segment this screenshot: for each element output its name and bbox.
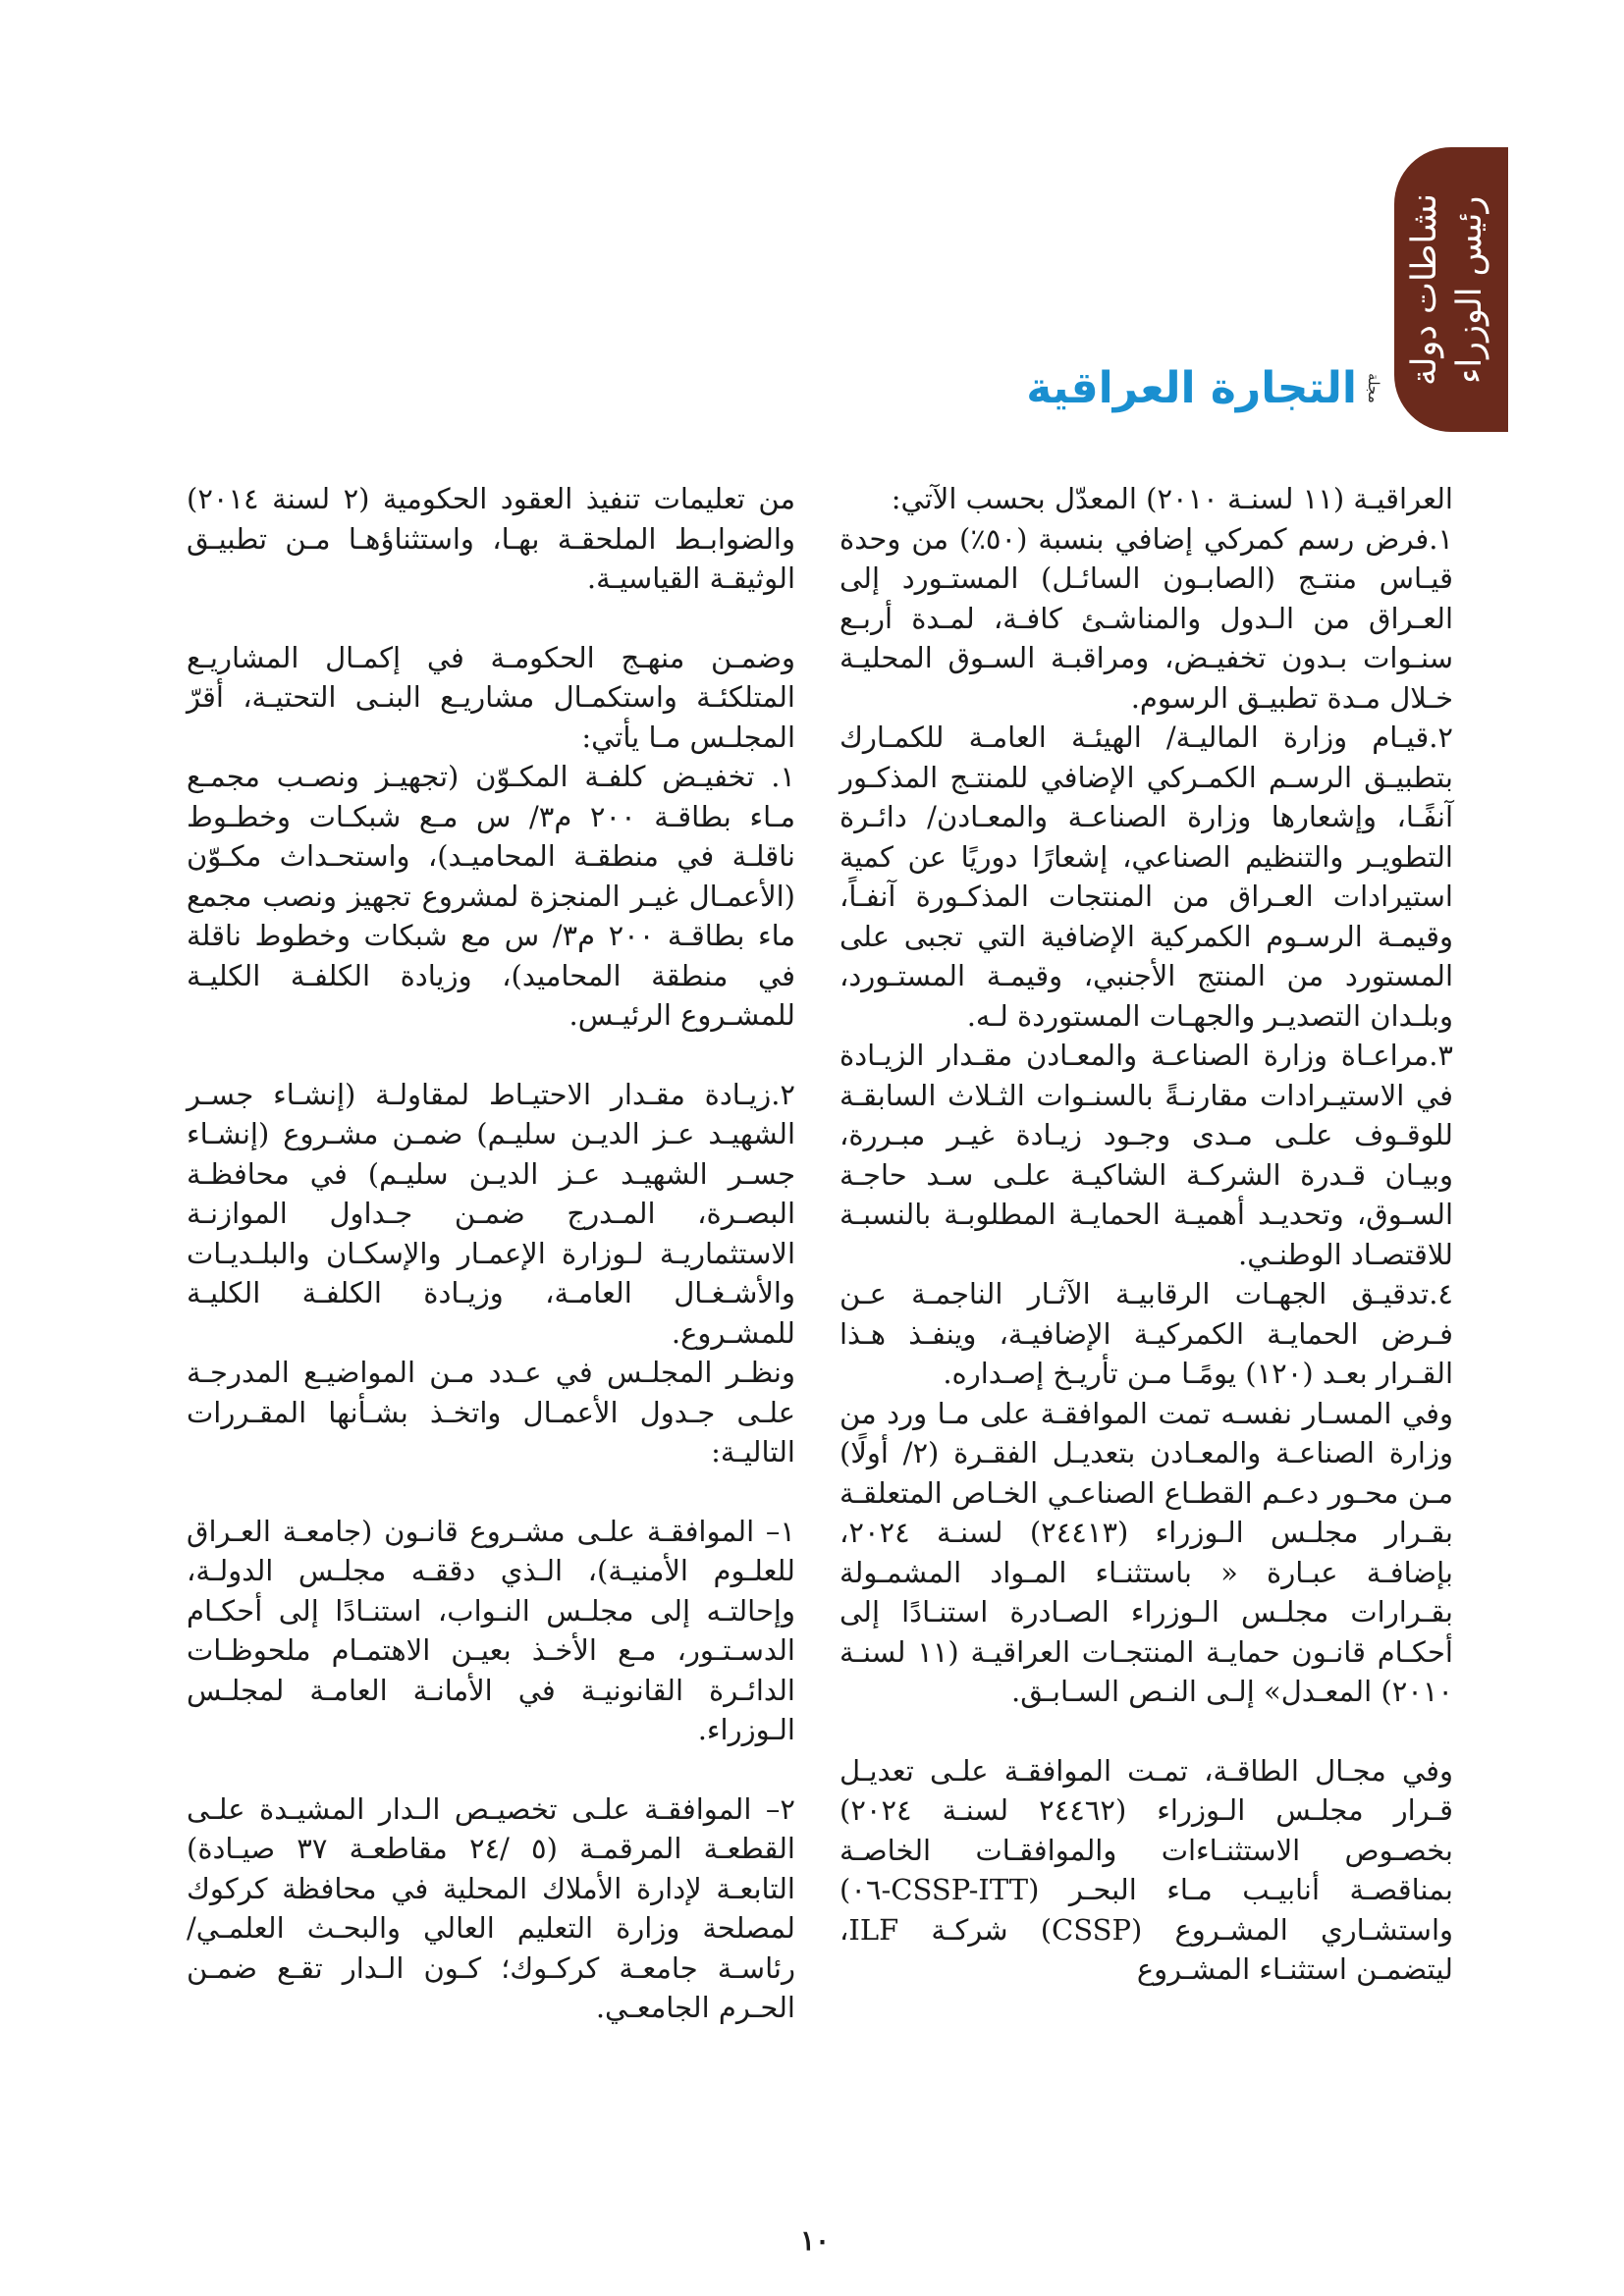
- paragraph: وضمـن منهـج الحكومـة في إكمـال المشاريـع المتلكئـة واستكمـال مشاريـع البنـى التحتيـة، أقرّ المجلـس مـا يأتي:: [187, 640, 795, 754]
- article-column-left: [187, 479, 795, 2028]
- paragraph-gap: [187, 599, 795, 638]
- paragraph: ٤.تدقيـق الجهـات الرقابيـة الآثـار الناجمـة عـن فـرض الحمايـة الكمركيـة الإضافيـة، وينفـذ هـذا القـرار بعـد (١٢٠) يومًـا مـن تأريـخ إصـداره.: [839, 1277, 1453, 1390]
- paragraph: ١– الموافقـة علـى مشـروع قانـون (جامعـة العـراق للعلـوم الأمنيـة)، الـذي دققـه مجلـس الدولـة، وإحالتـه إلى مجلـس النـواب، استنـادًا إلى أحكـام الدسـتـور، مـع الأخـذ بعيـن الاهتمـام ملحوظـات الدائـرة القانونيـة في الأمانـة العامـة لمجلـس الـوزراء.: [187, 1514, 795, 1746]
- paragraph: ٢– الموافقـة علـى تخصيـص الـدار المشيـدة علـى القطعـة المرقمـة (٥ /٢٤ مقاطعـة ٣٧ صيـادة) التابعـة لإدارة الأملاك المحلية في محافظة كركوك لمصلحة وزارة التعليم العالي والبحـث العلمـي/ رئاسـة جامعـة كركـوك؛ كـون الـدار تقـع ضمـن الحـرم الجامعـي.: [187, 1791, 795, 2024]
- paragraph: من تعليمات تنفيذ العقود الحكومية (٢ لسنة ٢٠١٤) والضوابـط الملحقـة بهـا، واستثناؤهـا مـن تطبيـق الوثيقـة القياسيـة.: [187, 482, 795, 595]
- paragraph: وفي مجـال الطاقـة، تمـت الموافقـة علـى تعديـل قـرار مجلـس الـوزراء (٢٤٤٦٢ لسنـة ٢٠٢٤) بخصـوص الاستثنـاءات والموافقـات الخاصـة بمناقصـة أنابيـب مـاء البحـر (CSSP-ITT-٠٦) واستشـاري المشـروع (CSSP) شركـة ILF، ليتضمـن استثنـاء المشـروع: [839, 1753, 1454, 1986]
- paragraph: وفي المسـار نفسـه تمت الموافقـة على مـا ورد من وزارة الصناعـة والمعـادن بتعديـل الفقـرة (٢/ أولًا) مـن محـور دعـم القطـاع الصناعـي الخـاص المتعلقـة بقـرار مجلـس الـوزراء (٢٤٤١٣) لسنـة ٢٠٢٤، بإضافـة عبـارة « باستثنـاء المـواد المشمـولة بقـرارات مجلـس الـوزراء الصـادرة استنـادًا إلى أحكـام قانـون حمايـة المنتجـات العراقيـة (١١ لسنـة ٢٠١٠) المعـدل» إلـى النـص السـابـق.: [839, 1396, 1453, 1708]
- paragraph: ١.فرض رسم كمركي إضافي بنسبة (٥٠٪) من وحدة قيـاس منتـج (الصابـون السائـل) المستـورد إلى العـراق من الـدول والمناشـئ كافـة، لمـدة أربـع سنـوات بـدون تخفيـض، ومراقبـة السـوق المحليـة خـلال مـدة تطبيـق الرسوم.: [839, 521, 1453, 715]
- logo-small-text: مجلة: [1365, 372, 1382, 403]
- paragraph: ونظـر المجلـس في عـدد مـن المواضيـع المدرجـة علـى جـدول الأعمـال واتخـذ بشـأنها المقـررات التاليـة:: [187, 1356, 795, 1468]
- paragraph: ١. تخفيـض كلفـة المكـوّن (تجهيـز ونصـب مجمـع مـاء بطاقـة ٢٠٠ م٣/ س مـع شبكـات وخطـوط ناقلـة في منطقـة المحاميـد)، واستحـداث مكـوّن (الأعمـال غيـر المنجزة لمشروع تجهيز ونصب مجمع ماء بطاقـة ٢٠٠ م٣/ س مع شبكات وخطوط ناقلة في منطقة المحاميد)، وزيادة الكلفـة الكليـة للمشـروع الرئيـس.: [187, 760, 795, 1032]
- page-number: ١٠: [799, 2224, 831, 2257]
- paragraph: العراقيـة (١١ لسنـة ٢٠١٠) المعدّل بحسب الآتي:: [891, 482, 1453, 515]
- article-column-right: [839, 479, 1453, 1990]
- section-tab: [1394, 147, 1508, 432]
- paragraph-gap: [187, 1036, 795, 1075]
- section-tab-label: نشاطات دولة رئيس الوزراء: [1405, 192, 1489, 387]
- paragraph: ٢.قيـام وزارة الماليـة/ الهيئـة العامـة للكمـارك بتطبيـق الرسـم الكمـركي الإضافي للمنتـج المذكـور آنفًـا، وإشعارها وزارة الصناعـة والمعـادن/ دائـرة التطويـر والتنظيم الصناعي، إشعارًا دوريًا عن كمية استيرادات العـراق من المنتجات المذكـورة آنفـاً، وقيمـة الرسـوم الكمركية الإضافية التي تجبى على المستورد من المنتج الأجنبي، وقيمـة المستـورد، وبلـدان التصديـر والجهـات المستوردة لـه.: [839, 721, 1453, 1033]
- paragraph-gap: [187, 1472, 795, 1512]
- paragraph-gap: [187, 1750, 795, 1789]
- magazine-logo: [1026, 353, 1382, 422]
- paragraph: ٣.مراعـاة وزارة الصناعـة والمعـادن مقـدار الزيـادة في الاستيـرادات مقارنـةً بالسنـوات الثـلاث السابقـة للوقـوف علـى مـدى وجـود زيـادة غيـر مبـررة، وبيـان قـدرة الشركـة الشاكيـة علـى سـد حاجـة السـوق، وتحديـد أهميـة الحمايـة المطلوبـة بالنسبـة للاقتصـاد الوطنـي.: [839, 1039, 1453, 1271]
- paragraph-gap: [839, 1712, 1453, 1751]
- logo-main-text: التجارة العراقية: [1026, 362, 1357, 413]
- paragraph: ٢.زيـادة مقـدار الاحتيـاط لمقاولـة (إنشـاء جسـر الشهيـد عـز الديـن سليـم) ضمـن مشـروع (إنشـاء جسـر الشهيـد عـز الديـن سليـم) في محافظـة البصـرة، المـدرج ضمـن جـداول الموازنـة الاستثماريـة لـوزارة الإعمـار والإسكـان والبلـديـات والأشـغـال العامـة، وزيـادة الكلفـة الكليـة للمشـروع.: [187, 1077, 795, 1350]
